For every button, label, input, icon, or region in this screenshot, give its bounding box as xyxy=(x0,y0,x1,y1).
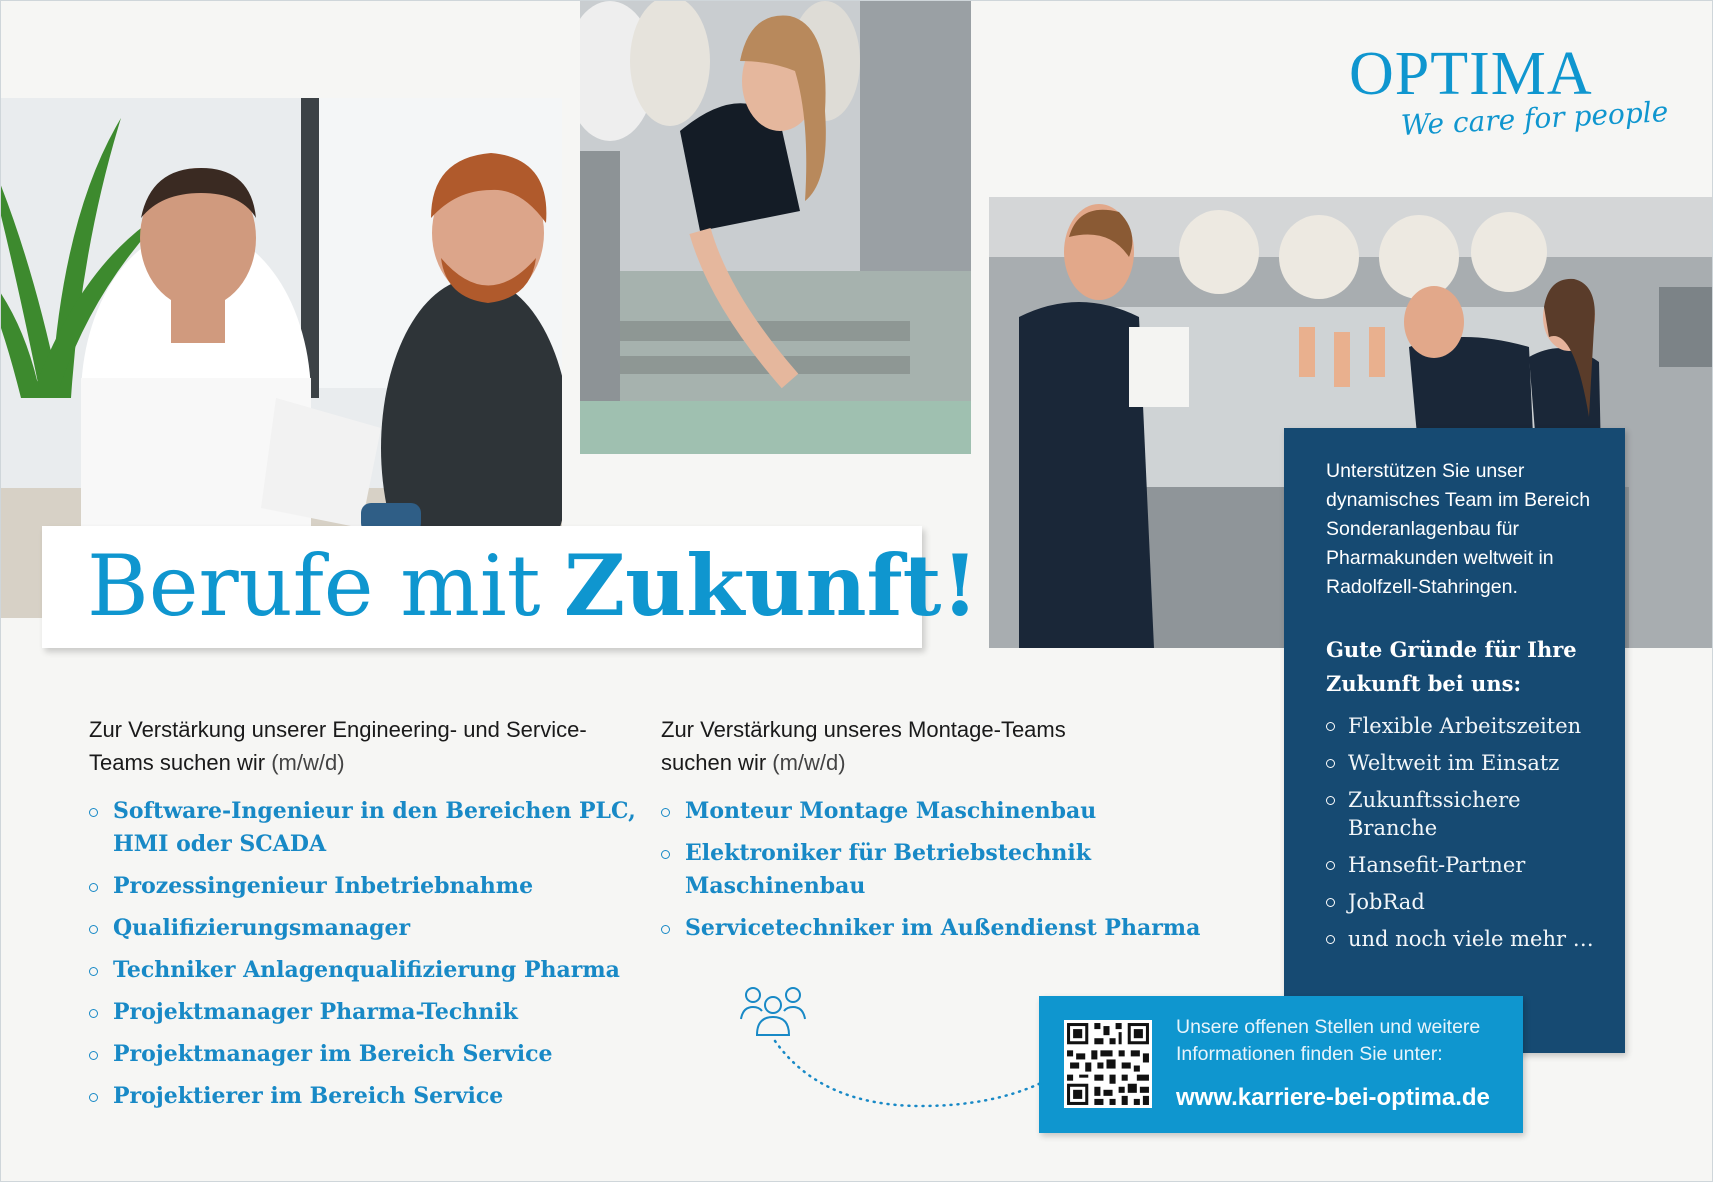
bullet-circle-icon xyxy=(89,1051,98,1060)
benefit-item xyxy=(1326,925,1616,953)
bullet-circle-icon xyxy=(1326,722,1335,731)
headline-bold: Zukunft! xyxy=(563,536,979,635)
job-item[interactable] xyxy=(89,912,649,945)
benefits-panel xyxy=(1284,428,1625,1053)
benefit-item xyxy=(1326,749,1616,777)
job-title: Techniker Anlagenqualifizierung Pharma xyxy=(113,957,620,983)
optima-logo xyxy=(1349,39,1670,169)
logo-tagline: We care for people xyxy=(1400,95,1670,142)
support-text: Unterstützen Sie unser dynamisches Team im Bereich Sonderanlagenbau für Pharmakunden weltweit in Radolfzell-Stahringen. xyxy=(1326,460,1591,598)
bullet-circle-icon xyxy=(1326,935,1335,944)
bullet-circle-icon xyxy=(89,1009,98,1018)
bullet-circle-icon xyxy=(89,883,98,892)
engineering-column xyxy=(89,713,649,1122)
assembly-column xyxy=(661,713,1261,954)
job-item[interactable] xyxy=(89,1080,649,1113)
job-title: Qualifizierungsmanager xyxy=(113,915,411,941)
job-item[interactable] xyxy=(89,1038,649,1071)
engineering-intro-main: Zur Verstärkung unserer Engineering- und Service-Teams suchen wir xyxy=(89,717,587,775)
engineering-intro-suffix: (m/w/d) xyxy=(271,750,345,775)
bullet-circle-icon xyxy=(89,967,98,976)
assembly-job-list xyxy=(661,795,1261,945)
dotted-connector xyxy=(761,1031,1041,1111)
bullet-circle-icon xyxy=(661,850,670,859)
benefit-item xyxy=(1326,851,1616,879)
cta-info-text: Unsere offenen Stellen und weitere Informationen finden Sie unter: xyxy=(1176,1016,1481,1065)
qr-code-icon[interactable] xyxy=(1064,1020,1152,1108)
job-item[interactable] xyxy=(661,795,1261,828)
job-title: Monteur Montage Maschinenbau xyxy=(685,798,1097,824)
bullet-circle-icon xyxy=(89,925,98,934)
job-item[interactable] xyxy=(89,795,649,861)
assembly-intro-suffix: (m/w/d) xyxy=(772,750,846,775)
benefit-label: und noch viele mehr … xyxy=(1348,927,1594,951)
benefit-label: JobRad xyxy=(1348,890,1425,914)
job-item[interactable] xyxy=(661,912,1261,945)
job-title: Servicetechniker im Außendienst Pharma xyxy=(685,915,1201,941)
bullet-circle-icon xyxy=(1326,861,1335,870)
assembly-intro-main: Zur Verstärkung unseres Montage-Teams suchen wir xyxy=(661,717,1066,775)
job-item[interactable] xyxy=(89,996,649,1029)
cta-box xyxy=(1039,996,1523,1133)
job-title: Projektierer im Bereich Service xyxy=(113,1083,504,1109)
reasons-heading: Gute Gründe für Ihre Zukunft bei uns: xyxy=(1326,637,1577,696)
job-title: Projektmanager Pharma-Technik xyxy=(113,999,518,1025)
assembly-intro xyxy=(661,713,1101,779)
job-title: Elektroniker für Betriebstechnik Maschinenbau xyxy=(685,840,1091,899)
job-item[interactable] xyxy=(89,870,649,903)
bullet-circle-icon xyxy=(661,925,670,934)
headline-light: Berufe mit xyxy=(87,537,541,635)
job-title: Prozessingenieur Inbetriebnahme xyxy=(113,873,534,899)
benefit-item xyxy=(1326,712,1616,740)
job-title: Software-Ingenieur in den Bereichen PLC, HMI oder SCADA xyxy=(113,798,636,857)
bullet-circle-icon xyxy=(661,808,670,817)
job-item[interactable] xyxy=(661,837,1261,903)
logo-wordmark: OPTIMA xyxy=(1349,40,1593,108)
benefit-label: Hansefit-Partner xyxy=(1348,853,1526,877)
benefits-list xyxy=(1326,712,1616,962)
job-item[interactable] xyxy=(89,954,649,987)
lab-worker-photo xyxy=(580,1,971,454)
bullet-circle-icon xyxy=(89,1093,98,1102)
job-title: Projektmanager im Bereich Service xyxy=(113,1041,553,1067)
career-website-link[interactable]: www.karriere-bei-optima.de xyxy=(1176,1084,1490,1111)
bullet-circle-icon xyxy=(89,808,98,817)
benefit-label: Zukunftssichere Branche xyxy=(1348,788,1521,840)
headline-box xyxy=(42,526,979,648)
people-group-icon xyxy=(739,985,807,1037)
engineering-job-list xyxy=(89,795,649,1113)
engineering-intro xyxy=(89,713,649,779)
benefit-label: Flexible Arbeitszeiten xyxy=(1348,714,1582,738)
benefit-label: Weltweit im Einsatz xyxy=(1348,751,1560,775)
headline xyxy=(87,538,978,634)
bullet-circle-icon xyxy=(1326,796,1335,805)
bullet-circle-icon xyxy=(1326,898,1335,907)
benefit-item xyxy=(1326,888,1616,916)
benefit-item xyxy=(1326,786,1616,842)
bullet-circle-icon xyxy=(1326,759,1335,768)
